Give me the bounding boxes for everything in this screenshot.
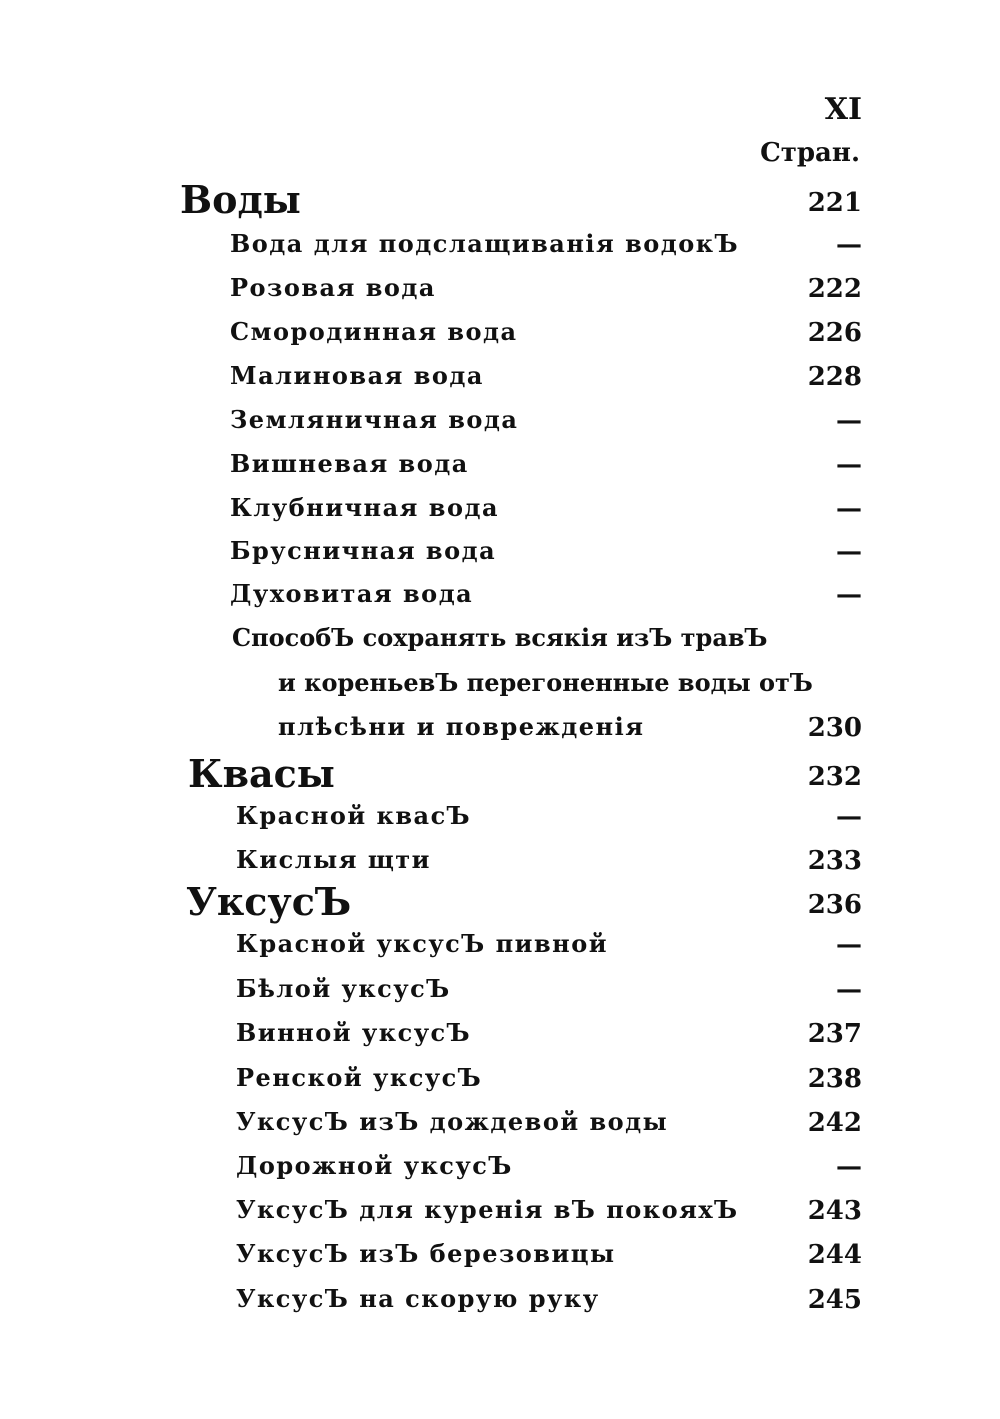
entry-title-line3: плѣсѣни и поврежденія [278, 712, 645, 741]
section-page: 236 [807, 890, 862, 920]
entry-title: Красной уксусЪ пивной [236, 929, 609, 958]
toc-entry [0, 796, 1000, 836]
toc-entry [0, 356, 1000, 396]
entry-title: Дорожной уксусЪ [236, 1151, 513, 1180]
section-title: УксусЪ [186, 879, 352, 924]
entry-page: — [836, 580, 862, 610]
entry-page: — [836, 230, 862, 260]
entry-title: Красной квасЪ [236, 801, 472, 830]
entry-title: УксусЪ для куренія вЪ покояхЪ [236, 1195, 739, 1224]
toc-entry [0, 1013, 1000, 1053]
toc-entry [0, 1102, 1000, 1142]
entry-title: Ренской уксусЪ [236, 1063, 483, 1092]
entry-title: Духовитая вода [230, 579, 474, 608]
section-heading [0, 879, 1000, 924]
toc-entry [0, 1279, 1000, 1319]
toc-entry [0, 531, 1000, 571]
toc-entry [0, 840, 1000, 880]
entry-page: 233 [807, 846, 862, 876]
toc-entry [0, 224, 1000, 264]
entry-page: — [836, 450, 862, 480]
entry-title: Малиновая вода [230, 361, 484, 390]
entry-page: 238 [807, 1064, 862, 1094]
entry-title: Земляничная вода [230, 405, 519, 434]
toc-entry-continuation [0, 663, 1000, 703]
entry-title: Брусничная вода [230, 536, 497, 565]
entry-title: УксусЪ изЪ дождевой воды [236, 1107, 669, 1136]
entry-page: 242 [807, 1108, 862, 1138]
section-heading [0, 177, 1000, 222]
toc-entry [0, 312, 1000, 352]
entry-page: — [836, 1152, 862, 1182]
toc-entry [0, 488, 1000, 528]
entry-page: — [836, 494, 862, 524]
entry-title-line2: и кореньевЪ перегоненные воды отЪ [278, 668, 813, 697]
section-title: Квасы [188, 751, 335, 796]
section-heading [0, 751, 1000, 796]
entry-title: СпособЪ сохранять всякія изЪ травЪ [232, 623, 768, 652]
section-page: 221 [807, 188, 862, 218]
entry-title: Вода для подслащиванія водокЪ [230, 229, 740, 258]
toc-entry [0, 969, 1000, 1009]
entry-title: Винной уксусЪ [236, 1018, 472, 1047]
entry-title: УксусЪ изЪ березовицы [236, 1239, 616, 1268]
entry-title: Вишневая вода [230, 449, 469, 478]
entry-title: Кислыя щти [236, 845, 431, 874]
toc-entry [0, 1146, 1000, 1186]
section-title: Воды [180, 177, 301, 222]
entry-page: — [836, 406, 862, 436]
entry-title: Розовая вода [230, 273, 436, 302]
entry-page: 228 [807, 362, 862, 392]
entry-page: — [836, 537, 862, 567]
entry-title: Бѣлой уксусЪ [236, 974, 451, 1003]
toc-entry-continuation [0, 707, 1000, 747]
toc-entry [0, 1234, 1000, 1274]
entry-page: — [836, 930, 862, 960]
entry-page: 244 [807, 1240, 862, 1270]
toc-entry [0, 574, 1000, 614]
entry-title: УксусЪ на скорую руку [236, 1284, 600, 1313]
entry-title: Клубничная вода [230, 493, 499, 522]
toc-entry [0, 268, 1000, 308]
toc-entry [0, 400, 1000, 440]
entry-page: 222 [807, 274, 862, 304]
column-header-pages: Стран. [760, 138, 860, 168]
section-page: 232 [807, 762, 862, 792]
entry-page: 237 [807, 1019, 862, 1049]
entry-page: 230 [807, 713, 862, 743]
toc-entry [0, 1190, 1000, 1230]
toc-entry [0, 1058, 1000, 1098]
entry-page: — [836, 975, 862, 1005]
toc-entry [0, 924, 1000, 964]
toc-entry [0, 618, 1000, 658]
entry-page: 243 [807, 1196, 862, 1226]
entry-page: 226 [807, 318, 862, 348]
page-number: XI [824, 92, 862, 127]
entry-page: 245 [807, 1285, 862, 1315]
toc-entry [0, 444, 1000, 484]
entry-page: — [836, 802, 862, 832]
entry-title: Смородинная вода [230, 317, 518, 346]
